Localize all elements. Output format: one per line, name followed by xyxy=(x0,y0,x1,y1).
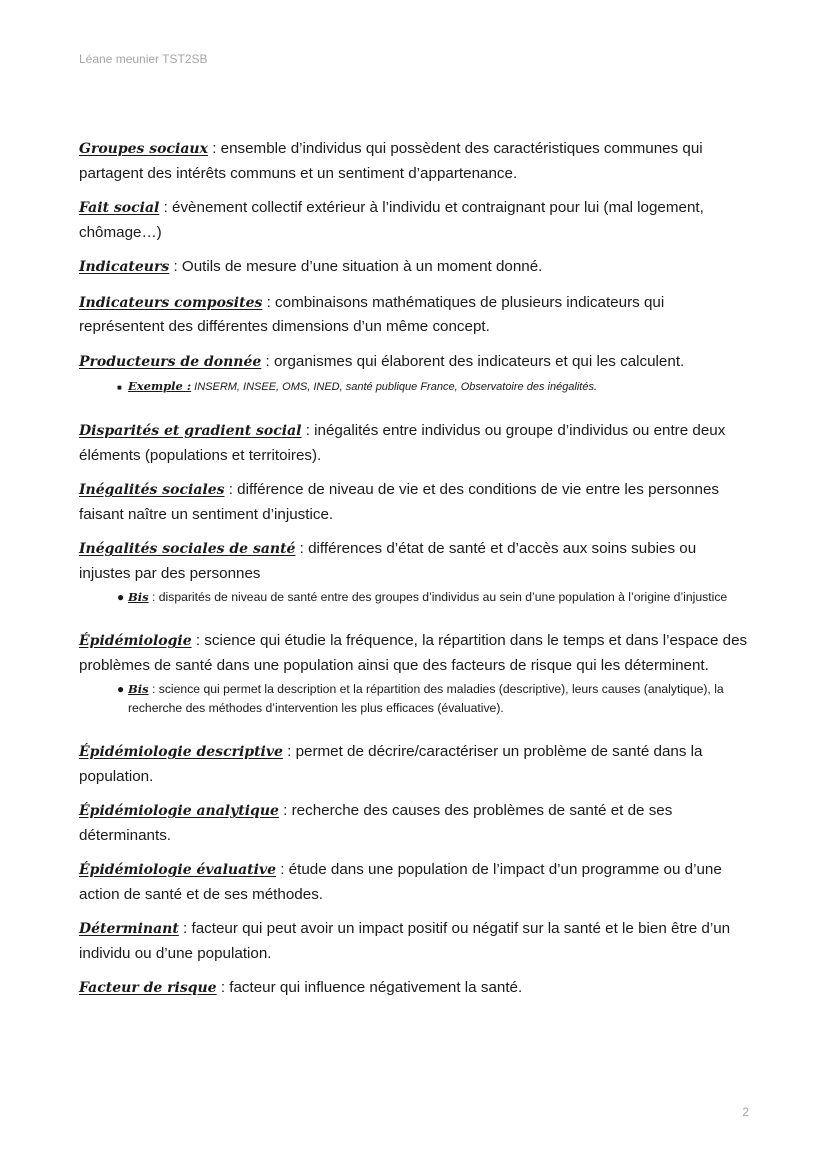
subterm: Bis xyxy=(128,682,149,696)
definition-text: : facteur qui peut avoir un impact positif ou négatif sur la santé et le bien être d’un individu ou d’une population. xyxy=(79,920,731,962)
definition-text: : Outils de mesure d’une situation à un moment donné. xyxy=(169,258,543,275)
definition-text: : différences d’état de santé et d’accès aux soins subies ou injustes par des personnes xyxy=(79,540,697,582)
definition-text: : permet de décrire/caractériser un problème de santé dans la population. xyxy=(79,743,703,785)
definition-indicateurs-composites xyxy=(79,291,751,339)
definition-text: : différence de niveau de vie et des conditions de vie entre les personnes faisant naître un sentiment d’injustice. xyxy=(79,481,719,523)
term: Épidémiologie descriptive xyxy=(79,744,283,760)
definition-facteur-de-risque xyxy=(79,976,751,1001)
definition-inegalites-sociales xyxy=(79,478,751,526)
subtext: : disparités de niveau de santé entre des groupes d’individus au sein d’une population à l’origine d’injustice xyxy=(148,590,728,604)
definition-text: : facteur qui influence négativement la santé. xyxy=(216,979,523,996)
list-item xyxy=(79,377,751,397)
definition-epidemiologie-analytique xyxy=(79,799,751,847)
sub-list xyxy=(79,680,751,718)
term: Producteurs de donnée xyxy=(79,353,262,370)
definition-epidemiologie-descriptive xyxy=(79,740,751,788)
sub-list xyxy=(79,377,751,397)
definition-producteurs-de-donnee xyxy=(79,350,751,375)
list-item xyxy=(79,588,751,607)
definition-epidemiologie-evaluative xyxy=(79,858,751,906)
term: Disparités et gradient social xyxy=(79,423,302,439)
term: Fait social xyxy=(79,200,160,216)
definition-text: : combinaisons mathématiques de plusieurs indicateurs qui représentent des différentes dimensions d’un même concept. xyxy=(79,293,665,335)
definition-text: : recherche des causes des problèmes de santé et de ses déterminants. xyxy=(79,802,673,844)
definition-indicateurs xyxy=(79,255,751,280)
bullet-icon: ● xyxy=(117,590,125,604)
definition-text: : science qui étudie la fréquence, la répartition dans le temps et dans l’espace des problèmes de santé dans une population ainsi que des facteurs de risque qui les déterminent. xyxy=(79,632,748,674)
subtext: INSERM, INSEE, OMS, INED, santé publique France, Observatoire des inégalités. xyxy=(191,381,598,393)
definitions-list xyxy=(79,137,751,1012)
term: Indicateurs xyxy=(79,259,170,275)
term: Déterminant xyxy=(79,921,179,937)
definition-text: : inégalités entre individus ou groupe d’individus ou entre deux éléments (populations et territoires). xyxy=(79,422,726,464)
term: Facteur de risque xyxy=(79,980,217,996)
page-header-author: Léane meunier TST2SB xyxy=(79,52,208,66)
subtext: : science qui permet la description et la répartition des maladies (descriptive), leurs causes (analytique), la recherche des méthodes d’intervention les plus efficaces (évaluative). xyxy=(128,682,724,715)
definition-groupes-sociaux xyxy=(79,137,751,185)
subterm: Exemple : xyxy=(128,379,192,393)
definition-text: : étude dans une population de l’impact d’un programme ou d’une action de santé et de ses méthodes. xyxy=(79,861,722,903)
definition-text: : évènement collectif extérieur à l’individu et contraignant pour lui (mal logement, chômage…) xyxy=(79,199,704,241)
list-item xyxy=(79,680,751,718)
sub-list xyxy=(79,588,751,607)
term: Épidémiologie xyxy=(79,633,192,649)
square-bullet-icon: ■ xyxy=(117,383,122,392)
definition-text: : organismes qui élaborent des indicateurs et qui les calculent. xyxy=(261,352,685,370)
definition-disparites xyxy=(79,419,751,467)
definition-text: : ensemble d’individus qui possèdent des caractéristiques communes qui partagent des intérêts communs et un sentiment d’appartenance. xyxy=(79,140,703,182)
term: Indicateurs composites xyxy=(79,294,263,311)
term: Inégalités sociales xyxy=(79,482,225,498)
definition-fait-social xyxy=(79,196,751,244)
term: Épidémiologie analytique xyxy=(79,803,279,819)
definition-inegalites-sociales-de-sante xyxy=(79,537,751,585)
term: Groupes sociaux xyxy=(79,141,208,157)
term: Épidémiologie évaluative xyxy=(79,862,276,878)
bullet-icon: ● xyxy=(117,682,125,696)
definition-epidemiologie xyxy=(79,629,751,677)
page-number: 2 xyxy=(742,1105,749,1119)
definition-determinant xyxy=(79,917,751,965)
subterm: Bis xyxy=(128,590,149,604)
term: Inégalités sociales de santé xyxy=(79,541,296,557)
